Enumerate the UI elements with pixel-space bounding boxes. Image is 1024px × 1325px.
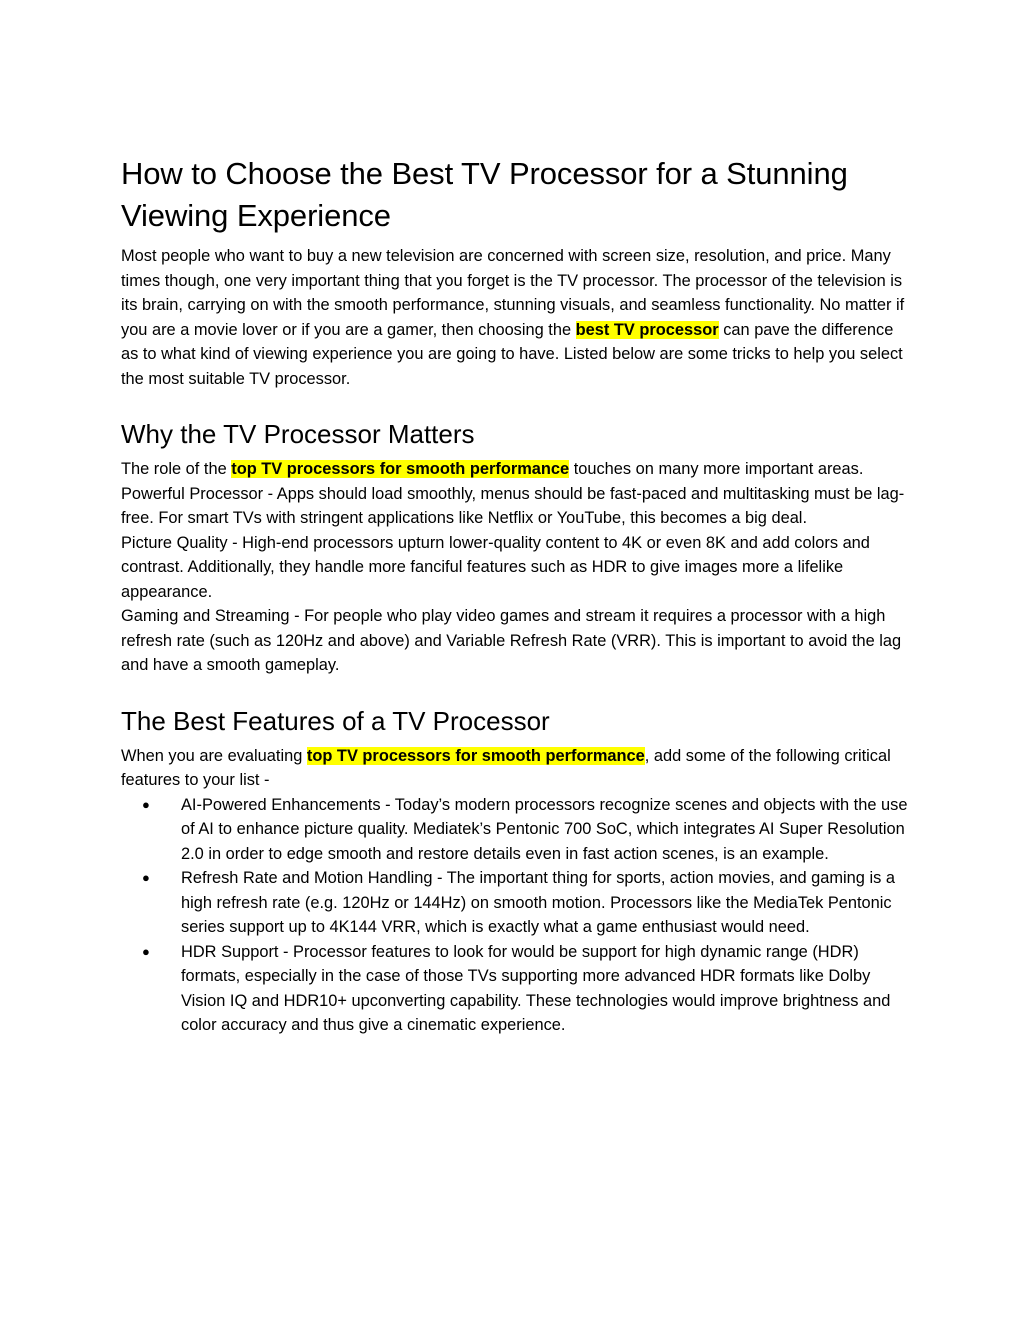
- section2-lead-after: , add some of the following critical features to your list -: [121, 746, 891, 789]
- list-item-text: HDR Support - Processor features to look for would be support for high dynamic range (HDR) formats, especially in the case of those TVs supporting more advanced HDR formats like Dolby Vision IQ and HDR10+ upconverting capability. These technologies would improve brightness and color accuracy and thus give a cinematic experience.: [181, 942, 891, 1034]
- top-tv-processors-link-2[interactable]: top TV processors for smooth performance: [306, 746, 645, 765]
- intro-text-before: Most people who want to buy a new television are concerned with screen size, resolution, and price. Many times though, one very important thing that you forget is the TV processor. The processor of the television is its brain, carrying on with the smooth performance, stunning visuals, and seamless functionality. No matter if you are a movie lover or if you are a gamer, then choosing the: [121, 247, 905, 339]
- bullet-icon: ●: [142, 870, 150, 885]
- best-tv-processor-link[interactable]: best TV processor: [575, 320, 719, 339]
- list-item-text: Refresh Rate and Motion Handling - The important thing for sports, action movies, and gaming is a high refresh rate (e.g. 120Hz or 144Hz) on smooth motion. Processors like the MediaTek Pentonic series support up to 4K144 VRR, which is exactly what a game enthusiast would need.: [181, 869, 895, 936]
- top-tv-processors-link-1[interactable]: top TV processors for smooth performance: [231, 460, 570, 478]
- list-item: [121, 793, 911, 867]
- powerful-processor-paragraph: Powerful Processor - Apps should load smoothly, menus should be fast-paced and multitasking must be lag-free. For smart TVs with stringent applications like Netflix or YouTube, this becomes a big deal.: [121, 484, 905, 527]
- features-list: [121, 793, 911, 1038]
- bullet-icon: ●: [142, 943, 150, 959]
- page-title: How to Choose the Best TV Processor for a Stunning Viewing Experience: [121, 156, 848, 233]
- bullet-icon: ●: [142, 796, 150, 812]
- document-page: [121, 153, 911, 1038]
- section1-lead-before: The role of the: [121, 460, 232, 478]
- section1-lead-after: touches on many more important areas.: [569, 460, 864, 478]
- list-item: [121, 866, 911, 940]
- intro-text-after: can pave the difference as to what kind of viewing experience you are going to have. Listed below are some tricks to help you select the most suitable TV processor.: [121, 320, 903, 388]
- section-heading-best-features: The Best Features of a TV Processor: [121, 705, 550, 736]
- list-item-text: AI-Powered Enhancements - Today’s modern processors recognize scenes and objects with the use of AI to enhance picture quality. Mediatek’s Pentonic 700 SoC, which integrates AI Super Resolution 2.0 in order to edge smooth and restore details even in fast action scenes, is an example.: [181, 795, 908, 863]
- picture-quality-paragraph: Picture Quality - High-end processors upturn lower-quality content to 4K or even 8K and add colors and contrast. Additionally, they handle more fanciful features such as HDR to give images more a lifelike appearance.: [121, 533, 870, 601]
- intro-paragraph: [121, 244, 911, 391]
- list-item: [121, 940, 911, 1038]
- section1-lead-paragraph: [121, 457, 911, 482]
- section2-lead-paragraph: [121, 744, 911, 793]
- section-heading-why-matters: Why the TV Processor Matters: [121, 419, 475, 449]
- section2-lead-before: When you are evaluating: [121, 746, 307, 765]
- gaming-streaming-paragraph: Gaming and Streaming - For people who play video games and stream it requires a processor with a high refresh rate (such as 120Hz and above) and Variable Refresh Rate (VRR). This is important to avoid the lag and have a smooth gameplay.: [121, 607, 902, 674]
